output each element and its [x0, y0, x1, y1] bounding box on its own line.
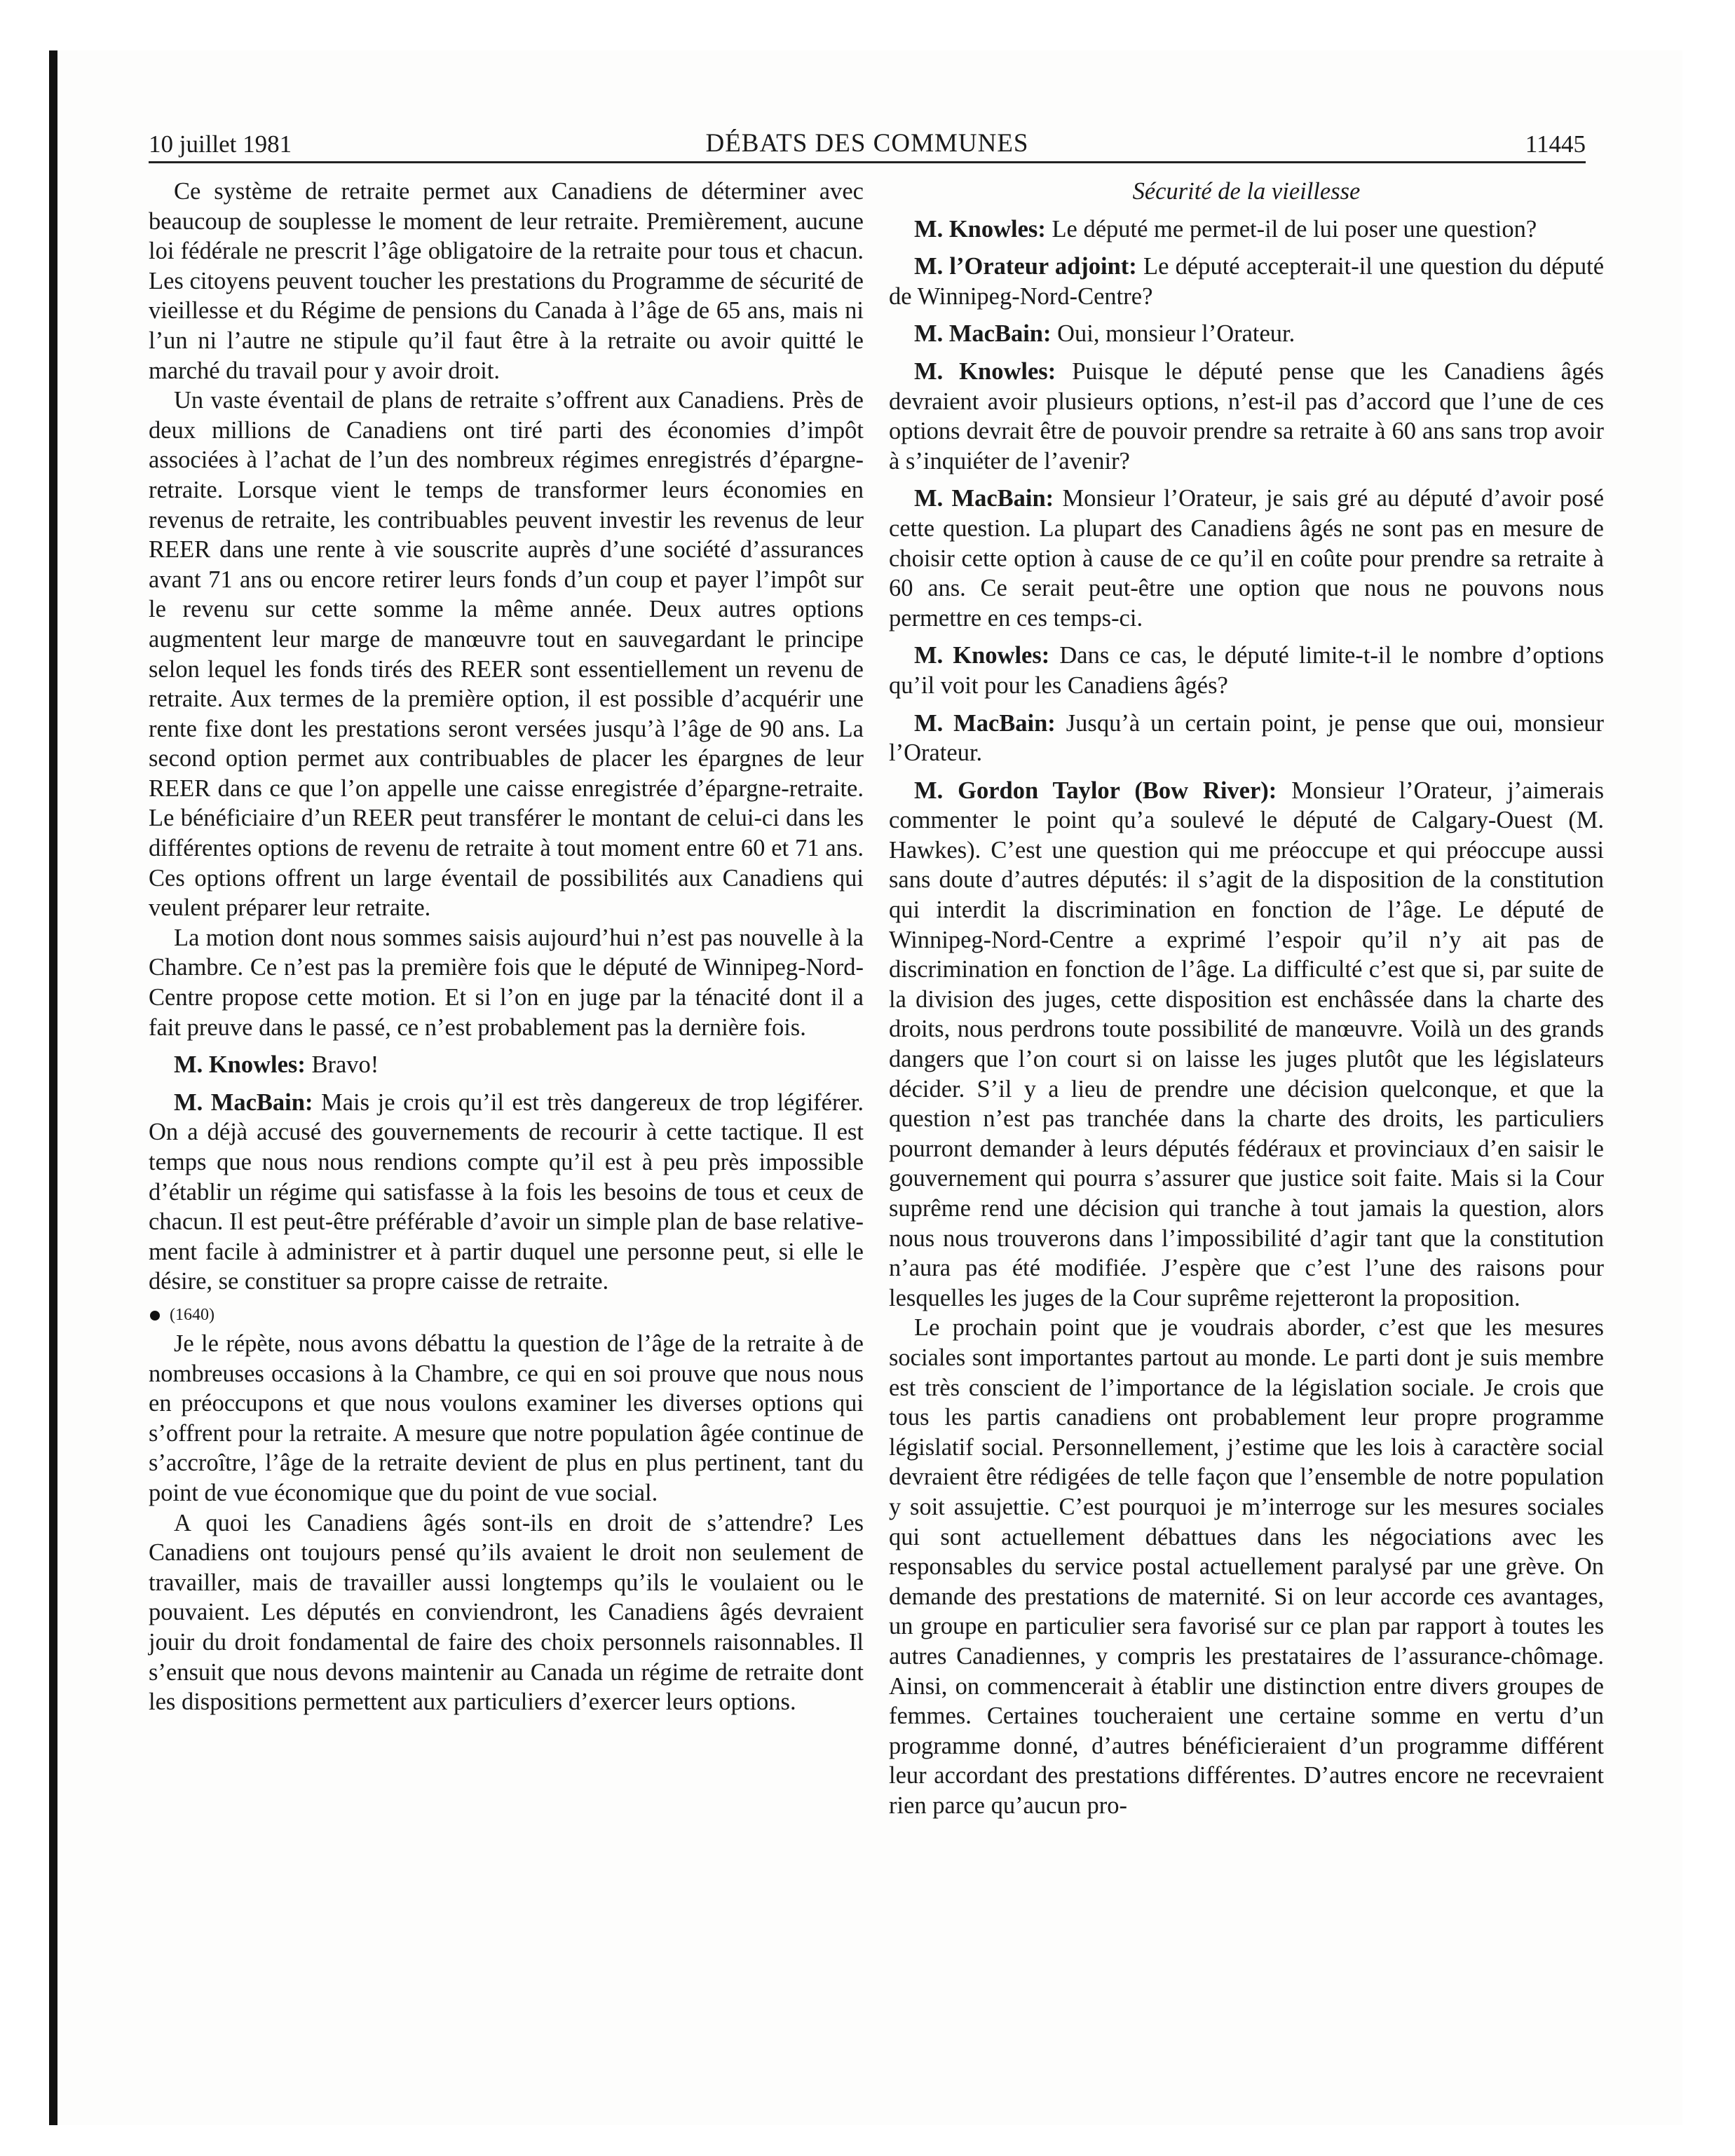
scan-left-edge — [49, 50, 57, 2125]
header-rule — [149, 161, 1586, 163]
speaker-name: M. MacBain: — [174, 1089, 313, 1116]
header-title: DÉBATS DES COMMUNES — [705, 129, 1029, 158]
speaker-name: M. MacBain: — [914, 709, 1056, 737]
speech-paragraph — [889, 641, 1604, 700]
paragraph-text: A quoi les Canadiens âgés sont-ils en droit de s’attendre? Les Canadiens ont toujours pensé qu’ils avaient le droit non seulement de travailler, mais de travailler aussi longtemps qu’ils le voulaient ou le pouvaient. Les députés en conviendront, les Canadiens âgés devraient jouir du droit fondamental de faire des choix personnels raisonnables. Il s’ensuit que nous devons maintenir au Canada un régime de retraite dont les dispositions permettent aux particuliers d’exercer leurs options. — [149, 1509, 864, 1716]
paragraph — [149, 923, 864, 1042]
paragraph-text: Monsieur l’Orateur, je sais gré au député d’avoir posé cette question. La plupart des Canadiens âgés ne sont pas en mesure de choisir cette option à cause de ce qu’il en coûte pour prendre sa retraite à 60 ans. Ce serait peut-être une option que nous ne pouvons nous permettre en ces temps-ci. — [889, 485, 1605, 632]
speech-paragraph — [889, 357, 1604, 476]
paragraph-text: Mais je crois qu’il est très dangereux de trop légiférer. On a déjà accusé des gouvernements de recourir à cette tactique. Il est temps que nous nous rendions compte qu’il est à peu près impossible d’établir un régime qui satisfasse à la fois les besoins de tous et ceux de chacun. Il est peut-être préférable d’avoir un simple plan de base relativement facile à administrer et à partir duquel une personne peut, si elle le désire, se constituer sa propre caisse de retraite. — [149, 1089, 864, 1295]
running-header — [149, 125, 1586, 164]
speech-paragraph — [889, 252, 1604, 311]
paragraph-text: Le prochain point que je voudrais aborder, c’est que les mesures sociales sont importantes partout au monde. Le parti dont je suis membre est très conscient de l’importance de la législation sociale. Je crois que tous les partis canadiens ont probablement leur propre programme législatif social. Personnellement, j’estime que les lois à caractère social devraient être rédigées de telle façon que l’ensemble de notre population y soit assujettie. C’est pourquoi je m’interroge sur les mesures sociales qui sont actuellement débattues dans les négociations avec les responsables du service postal actuellement paralysé par une grève. On demande des prestations de maternité. Si on leur accorde ces avantages, un groupe en particulier sera favorisé sur ce plan par rapport à toutes les autres Canadiennes, y compris les prestataires de l’assurance-chômage. Ainsi, on commencerait à établir une distinction entre divers groupes de femmes. Certaines toucheraient une certaine somme en vertu d’un programme donné, d’autres bénéficieraient d’un programme différent leur accordant des prestations différentes. D’autres encore ne recevraient rien parce qu’aucun pro- — [889, 1314, 1604, 1819]
section-title: Sécurité de la vieillesse — [1132, 178, 1361, 205]
paragraph-text: Jusqu’à un certain point, je pense que oui, monsieur l’Orateur. — [889, 709, 1605, 767]
speaker-name: M. Gordon Taylor (Bow River): — [914, 777, 1277, 804]
right-column — [889, 177, 1604, 1820]
paragraph — [149, 177, 864, 386]
paragraph-text: Ce système de retraite permet aux Canadiens de déterminer avec beaucoup de souplesse le moment de leur retraite. Premièrement, aucune loi fédérale ne prescrit l’âge obligatoire de la retraite pour tous et chacun. Les citoyens peuvent toucher les prestations du Programme de sécurité de vieillesse et du Régime de pensions du Canada à l’âge de 65 ans, mais ni l’un ni l’autre ne stipule qu’il faut être à la retraite ou avoir quitté le marché du travail pour y avoir droit. — [149, 178, 864, 384]
speech-paragraph — [149, 1050, 864, 1080]
paragraph-text: Le député me permet-il de lui poser une question? — [1052, 215, 1537, 243]
paragraph — [149, 1329, 864, 1508]
speaker-name: M. l’Orateur adjoint: — [914, 253, 1137, 280]
paragraph — [889, 1313, 1604, 1820]
speech-paragraph — [889, 319, 1604, 349]
speech-paragraph — [889, 776, 1604, 1314]
speaker-name: M. MacBain: — [914, 320, 1052, 348]
paragraph — [149, 1508, 864, 1717]
speech-paragraph — [149, 1088, 864, 1297]
speech-paragraph — [889, 709, 1604, 768]
paragraph-text: Je le répète, nous avons débattu la question de l’âge de la retraite à de nombreuses occasions à la Chambre, ce qui en soi prouve que nous nous en préoccupons et que nous voulons examiner les diverses options qui s’offrent pour la retraite. A mesure que notre population âgée continue de s’accroître, l’âge de la retraite devient de plus en plus pertinent, tant du point de vue économique que du point de vue social. — [149, 1330, 864, 1506]
speech-paragraph — [889, 214, 1604, 245]
bullet-icon — [150, 1311, 160, 1321]
paragraph-text: Le député accepterait-il une question du député de Winnipeg-Nord-Centre? — [889, 253, 1605, 310]
paragraph-text: La motion dont nous sommes saisis aujourd’hui n’est pas nouvelle à la Chambre. Ce n’est pas la première fois que le député de Winnipeg-Nord-Centre propose cette motion. Et si l’on en juge par la ténacité dont il a fait preuve dans le passé, ce n’est probablement pas la dernière fois. — [149, 924, 864, 1041]
paragraph-text: Monsieur l’Orateur, j’aimerais commenter le point qu’a soulevé le député de Calgary-Ouest (M. Hawkes). C’est une question qui me préoccupe et qui préoccupe aussi sans doute d’autres députés: il s’agit de la disposition de la constitution qui interdit la discrimination en fonction de l’âge. Le député de Winnipeg-Nord-Centre a exprimé l’espoir qu’il n’y ait pas de discrimination en fonction de l’âge. La difficulté c’est que si, par suite de la division des juges, cette disposition est enchâssée dans la charte des droits, nous perdrons toute possibilité de manœuvre. Voilà un des grands dangers que l’on court si on laisse les juges plutôt que les législateurs décider. S’il y a lieu de prendre une décision quelconque, et que la question n’est pas tranchée dans la charte des droits, les particuliers pourront demander à leurs députés fédéraux et provinciaux d’en saisir le gouvernement qui pourra s’assurer que justice soit faite. Mais si la Cour suprême rend une décision qui tranche à tout jamais la question, alors nous nous trouverons dans l’impossibilité d’agir tant que la constitution n’aura pas été modifiée. J’espère que c’est l’une des raisons pour lesquelles les juges de la Cour suprême rejetteront la proposition. — [889, 777, 1604, 1311]
paragraph-text: Bravo! — [311, 1051, 379, 1079]
left-column — [149, 177, 864, 1717]
speaker-name: M. Knowles: — [174, 1051, 306, 1079]
paragraph-text: Oui, monsieur l’Orateur. — [1057, 320, 1295, 348]
header-date: 10 juillet 1981 — [149, 130, 292, 158]
speaker-name: M. Knowles: — [914, 215, 1046, 243]
speaker-name: M. Knowles: — [914, 357, 1056, 385]
time-marker — [149, 1301, 864, 1329]
header-page-number: 11445 — [1525, 130, 1586, 158]
speaker-name: M. Knowles: — [914, 642, 1050, 669]
paragraph-text: Un vaste éventail de plans de retraite s’offrent aux Canadiens. Près de deux millions de Canadiens ont tiré parti des économies d’impôt associées à l’achat de l’un des nombreux régimes enregistrés d’épargne-retraite. Lorsque vient le temps de transformer leurs économies en revenus de retraite, les contribuables peuvent investir les revenus de leur REER dans une rente à vie souscrite auprès d’une société d’assurances avant 71 ans ou encore retirer leurs fonds d’un coup et payer l’impôt sur le revenu sur cette somme la même année. Deux autres options augmentent leur marge de manœuvre tout en sauvegardant le principe selon lequel les fonds tirés des REER sont essentiellement un revenu de retraite. Aux termes de la première option, il est possible d’acquérir une rente fixe dont les prestations seront versées jusqu’à l’âge de 90 ans. La second option permet aux contribuables de placer les épargnes de leur REER dans ce que l’on appelle une caisse enregistrée d’épargne-retraite. Le bénéficiaire d’un REER peut transférer le montant de celui-ci dans les différentes options de revenu de retraite à tout moment entre 60 et 71 ans. Ces options offrent un large éventail de possibilités aux Canadiens qui veulent préparer leur retraite. — [149, 387, 864, 922]
paragraph — [149, 386, 864, 923]
time-marker-text: (1640) — [170, 1305, 215, 1324]
paragraph-text: Puisque le député pense que les Canadiens âgés devraient avoir plusieurs options, n’est-il pas d’accord que l’une de ces options devrait être de pouvoir prendre sa retraite à 60 ans sans trop avoir à s’inquiéter de l’avenir? — [889, 357, 1604, 475]
speech-paragraph — [889, 484, 1604, 633]
speaker-name: M. MacBain: — [914, 485, 1054, 512]
paragraph-text: Dans ce cas, le député limite-t-il le nombre d’options qu’il voit pour les Canadiens âgés? — [889, 642, 1604, 699]
